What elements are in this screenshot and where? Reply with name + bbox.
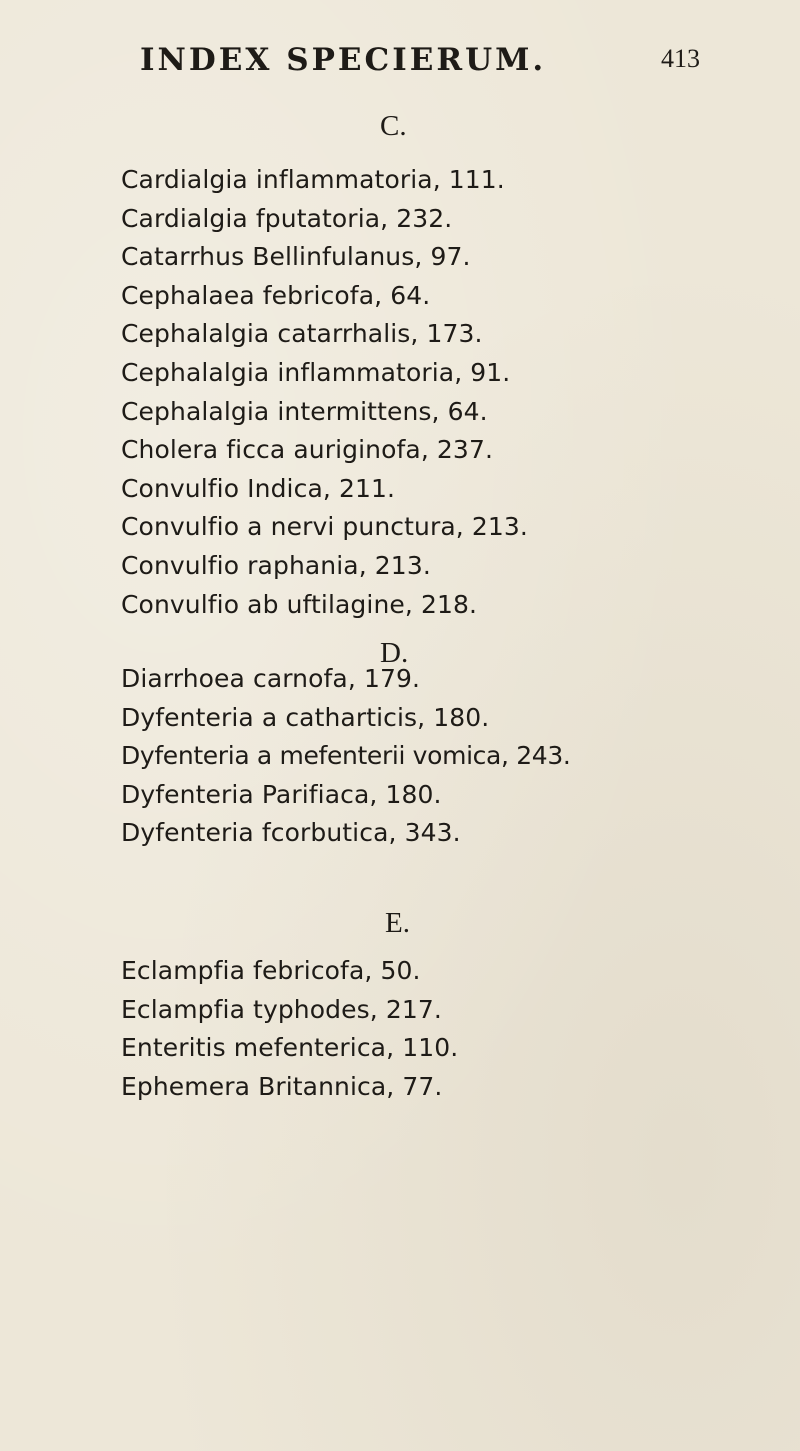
index-entry: Dyfenteria fcorbutica, 343.: [121, 818, 461, 848]
page-number: 413: [661, 44, 700, 73]
index-entry: Dyfenteria Parifiaca, 180.: [121, 779, 442, 809]
index-entry: Catarrhus Bellinfulanus, 97.: [121, 242, 471, 272]
index-entry: Cardialgia fputatoria, 232.: [121, 203, 453, 233]
index-entry: Cephalalgia catarrhalis, 173.: [121, 319, 483, 349]
index-entry: Cardialgia inflammatoria, 111.: [121, 165, 505, 194]
index-entry: Dyfenteria a mefenterii vomica, 243.: [121, 741, 571, 771]
index-entry: Cephalalgia intermittens, 64.: [121, 396, 488, 426]
index-entry: Convulfio a nervi punctura, 213.: [121, 512, 528, 542]
index-entry: Cephalalgia inflammatoria, 91.: [121, 357, 511, 387]
running-title: INDEX SPECIERUM.: [140, 42, 547, 78]
page-header: [140, 42, 700, 92]
section-heading-e: E.: [385, 907, 410, 939]
index-entry: Convulfio raphania, 213.: [121, 550, 431, 580]
section-heading-d: D.: [380, 637, 409, 669]
index-entry: Eclampfia typhodes, 217.: [121, 994, 442, 1024]
index-entry: Enteritis mefenterica, 110.: [121, 1033, 459, 1063]
index-entry: Dyfenteria a catharticis, 180.: [121, 702, 490, 732]
section-e-entries: [121, 952, 458, 1106]
index-entry: Convulfio ab uftilagine, 218.: [121, 589, 478, 619]
index-entry: Ephemera Britannica, 77.: [121, 1071, 443, 1101]
index-entry: Diarrhoea carnofa, 179.: [121, 664, 421, 693]
index-entry: Cholera ficca auriginofa, 237.: [121, 435, 493, 465]
index-entry: Cephalaea febricofa, 64.: [121, 280, 431, 310]
section-heading-c: C.: [380, 110, 407, 142]
index-entry: Convulfio Indica, 211.: [121, 473, 396, 503]
index-entry: Eclampfia febricofa, 50.: [121, 956, 421, 985]
section-c-entries: [121, 161, 528, 624]
section-d-entries: [121, 660, 571, 853]
